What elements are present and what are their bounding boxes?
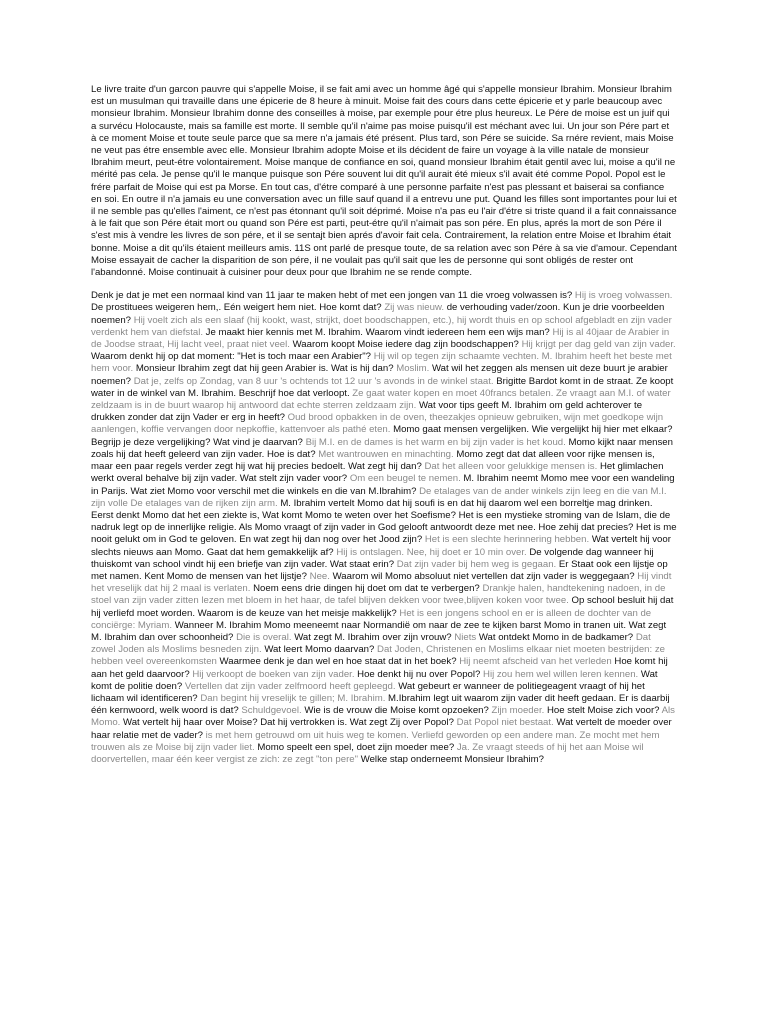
answer-text: Dat Joden, Christenen en Moslims elkaar niet moeten bestrijden: ze hebben veel overeenkomsten (91, 644, 665, 668)
answer-text: Schuldgevoel. (241, 705, 302, 717)
answer-text: Zijn moeder. (491, 705, 545, 717)
question-text: Waarom denkt hij op dat moment: "Het is toch maar een Arabier"? (91, 351, 372, 363)
question-text: Er Staat ook een lijstje op met namen. Kent Momo de mensen van het lijstje? (91, 558, 668, 582)
question-text: Momo gaat mensen vergelijken. Wie vergelijkt hij hier met elkaar? Begrijp je deze vergelijking? Wat vind je daarvan? (91, 424, 673, 448)
question-text: de verhouding vader/zoon. Kun je drie voorbeelden noemen? (91, 302, 665, 326)
question-text: Hoe stelt Moise zich voor? (546, 705, 660, 717)
question-text: Monsieur Ibrahim zegt dat hij geen Arabier is. Wat is hij dan? (135, 363, 394, 375)
answer-text: Niets (454, 631, 477, 643)
question-text: Wat ontdekt Momo in de badkamer? (478, 631, 634, 643)
answer-text: Ja. Ze vraagt steeds of hij het aan Moise wil doorvertellen, maar één keer vergist ze zich: ze zegt "ton pere" (91, 741, 644, 765)
question-text: Het glimlachen werkt overal behalve bij zijn vader. Wat stelt zijn vader voor? (91, 461, 664, 485)
answer-text: Zij was nieuw. (384, 302, 445, 314)
answer-text: Hij is vroeg volwassen. (574, 290, 673, 302)
question-text: Wat voor tips geeft M. Ibrahim om geld achterover te drukken zonder dat zijn Vader er erg in heeft? (91, 400, 643, 424)
questions-paragraph (91, 290, 677, 766)
question-text: Momo kijkt naar mensen zoals hij dat heeft geleerd van zijn vader. Hoe is dat? (91, 436, 673, 460)
question-text: Denk je dat je met een normaal kind van 11 jaar te maken hebt of met een jongen van 11 die vroeg volwassen is? (91, 290, 573, 302)
answer-text: Hij verkoopt de boeken van zijn vader. (192, 668, 355, 680)
question-text: Waarom koopt Moise iedere dag zijn boodschappen? (292, 339, 519, 351)
answer-text: Hij wil op tegen zijn schaamte vechten. M. Ibrahim heeft het beste met hem voor. (91, 351, 672, 375)
answer-text: Bij M.I. en de dames is het warm en bij zijn vader is het koud. (305, 436, 566, 448)
question-text: Wat gebeurt er wanneer de politiegeagent vraagt of hij het lichaam wil identificeren? (91, 680, 645, 704)
answer-text: Oud brood opbakken in de oven, theezakjes opnieuw gebruiken, wijn met goedkope wijn aanlengen, koffie vervangen door nepkoffie, kattenvoer als pathé eten. (91, 412, 664, 436)
answer-text: Hij krijgt per dag geld van zijn vader. (521, 339, 676, 351)
answer-text: De etalages van de ander winkels zijn leeg en die van M.I. zijn volle De etalages van de rijken zijn arm. (91, 485, 667, 509)
answer-text: Dat je, zelfs op Zondag, van 8 uur 's ochtends tot 12 uur 's avonds in de winkel staat. (133, 375, 494, 387)
question-text: Wie is de vrouw die Moise komt opzoeken? (304, 705, 489, 717)
question-text: Wat vertelt de moeder over haar relatie met de vader? (91, 717, 672, 741)
question-text: De prostituees weigeren hem,. Eén weigert hem niet. Hoe komt dat? (91, 302, 382, 314)
answer-text: Hij zou hem wel willen leren kennen. (483, 668, 639, 680)
question-text: Je maakt hier kennis met M. Ibrahim. Waarom vindt iedereen hem een wijs man? (205, 326, 550, 338)
answer-text: Het is een slechte herinnering hebben. (424, 534, 590, 546)
question-text: Waarmee denk je dan wel en hoe staat dat in het boek? (219, 656, 457, 668)
answer-text: Hij vindt het vreselijk dat hij 2 maal is verlaten. (91, 570, 672, 595)
answer-text: Als Momo. (91, 705, 675, 729)
question-text: Waarom wil Momo absoluut niet vertellen dat zijn vader is weggegaan? (332, 570, 635, 582)
answer-text: Die is overal. (236, 631, 292, 643)
answer-text: Hij voelt zich als een slaaf (hij kookt, wast, strijkt, doet boodschappen, etc.), hij wordt thuis en op school afgebladt en zijn vader verdenkt hem van diefstal. (91, 314, 672, 338)
summary-paragraph: Le livre traite d'un garcon pauvre qui s'appelle Moise, il se fait ami avec un homme âgé qui s'appelle monsieur Ibrahim. Monsieur Ibrahim est un musulman qui travaille dans une épicerie de 8 heure à minuit. Moise fait des cours dans cette épicerie et y parle beaucoup avec monsieur Ibrahim. Monsieur Ibrahim donne des conseilles à moise, par exemple pour étre plus heureux. Le Pére de moise est un juif qui a survécu Holocauste, mais sa famille est morte. Il semble qu'il n'aime pas moise puisqu'il est méchant avec lui. Un jour son Pére part et à ce moment Moise et toute seule parce que sa mere n'a jamais été présent. Plus tard, son Pére se suicide. Sa rnére revient, mais Moise ne veut pas étre ensemble avec elle. Monsieur Ibrahim adopte Moise et ils décident de faire un voyage à la ville natale de monsieur Ibrahim meurt, peut-étre volontairement. Moise manque de confiance en soi, quand monsieur Ibrahim était gentil avec lui, moise a qu'il ne mérité pas cela. Je pense qu'il le manque puisque son Pére souvent lui dit qu'il aurait été mieux s'il avait été comme Popol. Popol est le frére parfait de Moise qui est pa Morse. En tout cas, d'étre comparé à une personne parfaite n'est pas plessant et baiserai sa confiance en soi. En outre il n'a jamais eu une conversation avec un fille sauf quand il a entrevu une put. Quand les filles sont importantes pour lui et il ne semble pas qu'elles l'aiment, ce n'est pas étonnant qu'il soit déprimé. Moise n'a pas eu l'air d'étre si triste quand il a fait connaissance à le fait que son Pére était mort ou quand son Pére est parti, peut-étre qu'il n'aimait pas son pére. En plus, aprés la mort de son Pére il s'est mis à vendre les livres de son pére, et il se sentajt bien aprés d'avoir fait cela. Contrairement, la relation entre Moise et Ibrahim était bonne. Moise a dit qu'ils étaient meilleurs amis. 11S ont parlé de presque toute, de sa relation avec son Pére à sa vie d'amour. Cependant Moise essayait de cacher la disparition de son pére, il ne voulait pas qu'il sait que les de personne qui sont obligés de rester ont l'abandonné. Moise continuait à cuisiner pour deux pour que Ibrahim ne se rende compte. (91, 84, 677, 279)
answer-text: Dat zowel Joden als Moslims besneden zijn. (91, 631, 651, 656)
answer-text: Moslim. (396, 363, 430, 375)
question-text: Welke stap onderneemt Monsieur Ibrahim? (360, 753, 544, 765)
question-text: Noem eens drie dingen hij doet om dat te verbergen? (253, 583, 480, 595)
question-text: Op school besluit hij dat hij verliefd moet worden. Waarom is de keuze van het meisje makkelijk? (91, 595, 674, 619)
answer-text: is met hem getrouwd om uit huis weg te komen. Verliefd geworden op een andere man. Ze mocht met hem trouwen als ze Moise bij zijn vader liet. (91, 729, 660, 753)
answer-text: Hij is al 40jaar de Arabier in de Joodse straat, Hij lacht veel, praat niet veel. (91, 326, 670, 351)
question-text: Hoe komt hij aan het geld daarvoor? (91, 656, 668, 680)
answer-text: Het is een jongens school en er is alleen de dochter van de conciërge: Myriam. (91, 607, 652, 631)
document-page (91, 84, 677, 766)
question-text: M.Ibrahim legt uit waarom zijn vader dit heeft gedaan. Er is daarbij één kernwoord, welk woord is dat? (91, 692, 670, 717)
question-text: Wat komt de politie doen? (91, 668, 658, 692)
answer-text: Vertellen dat zijn vader zelfmoord heeft gepleegd. (184, 680, 396, 692)
answer-text: Om een beugel te nemen. (349, 473, 461, 485)
question-text: Brigitte Bardot komt in de straat. Ze koopt water in de winkel van M. Ibrahim. Beschrijf hoe dat verloopt. (91, 375, 674, 399)
question-text: Wat leert Momo daarvan? (264, 644, 375, 656)
answer-text: Dan begint hij vreselijk te gillen; M. Ibrahim. (200, 692, 386, 704)
question-text: Wat zegt M. Ibrahim over zijn vrouw? (294, 631, 452, 643)
question-text: Momo speelt een spel, doet zijn moeder mee? (257, 741, 455, 753)
answer-text: Hij is ontslagen. Nee, hij doet er 10 min over. (336, 546, 527, 558)
question-text: M. Ibrahim neemt Momo mee voor een wandeling in Parijs. Wat ziet Momo voor verschil met die winkels en die van M.Ibrahim? (91, 473, 675, 497)
question-text: Wat zegt Zij over Popol? (349, 717, 454, 729)
answer-text: Dat het alleen voor gelukkige mensen is. (424, 461, 598, 473)
question-text: Wat wil het zeggen als mensen uit deze buurt je arabier noemen? (91, 363, 668, 387)
answer-text: Drankje halen, handtekening nadoen, in de stoel van zijn vader zitten lezen met bloem in het haar, de tafel blijven dekken voor twee,blijven koken voor twee. (91, 583, 666, 607)
question-text: Wat vertelt hij haar over Moise? Dat hij vertrokken is. (123, 717, 348, 729)
question-text: Momo zegt dat dat alleen voor rijke mensen is, maar een paar regels verder zegt hij wat hij precies bedoelt. Wat zegt hij dan? (91, 448, 655, 473)
answer-text: Met wantrouwen en minachting. (318, 448, 454, 460)
question-text: M. Ibrahim vertelt Momo dat hij soufi is en dat hij daarom wel een borreltje mag drinken. Eerst denkt Momo dat het een ziekte is, Wat komt Momo te weten over het Soefisme? Het is een mystieke stroming van de Islam, die de nadruk legt op de innerlijke religie. Als Momo vraagt of zijn vader in God gelooft antwoordt deze met nee. Hoe zehij dat precies? Het is me nooit gelukt om in God te geloven. En wat zegt hij dan nog over het Jood zijn? (91, 497, 677, 546)
answer-text: Ze gaat water kopen en moet 40francs betalen. Ze vraagt aan M.I. of water zeldzaam is in de buurt waarop hij antwoord dat echte sterren zeldzaam zijn. (91, 387, 671, 412)
answer-text: Dat zijn vader bij hem weg is gegaan. (396, 558, 557, 570)
answer-text: Dat Popol niet bestaat. (456, 717, 554, 729)
answer-text: Nee. (309, 570, 330, 582)
question-text: De volgende dag wanneer hij thuiskomt van school vindt hij een briefje van zijn vader. Wat staat erin? (91, 546, 654, 570)
answer-text: Hij neemt afscheid van het verleden (459, 656, 612, 668)
question-text: Hoe denkt hij nu over Popol? (357, 668, 481, 680)
question-text: Wat vertelt hij voor slechts nieuws aan Momo. Gaat dat hem gemakkelijk af? (91, 534, 671, 558)
question-text: Wanneer M. Ibrahim Momo meeneemt naar Normandië om naar de zee te kijken barst Momo in tranen uit. Wat zegt M. Ibrahim dan over schoonheid? (91, 619, 667, 643)
